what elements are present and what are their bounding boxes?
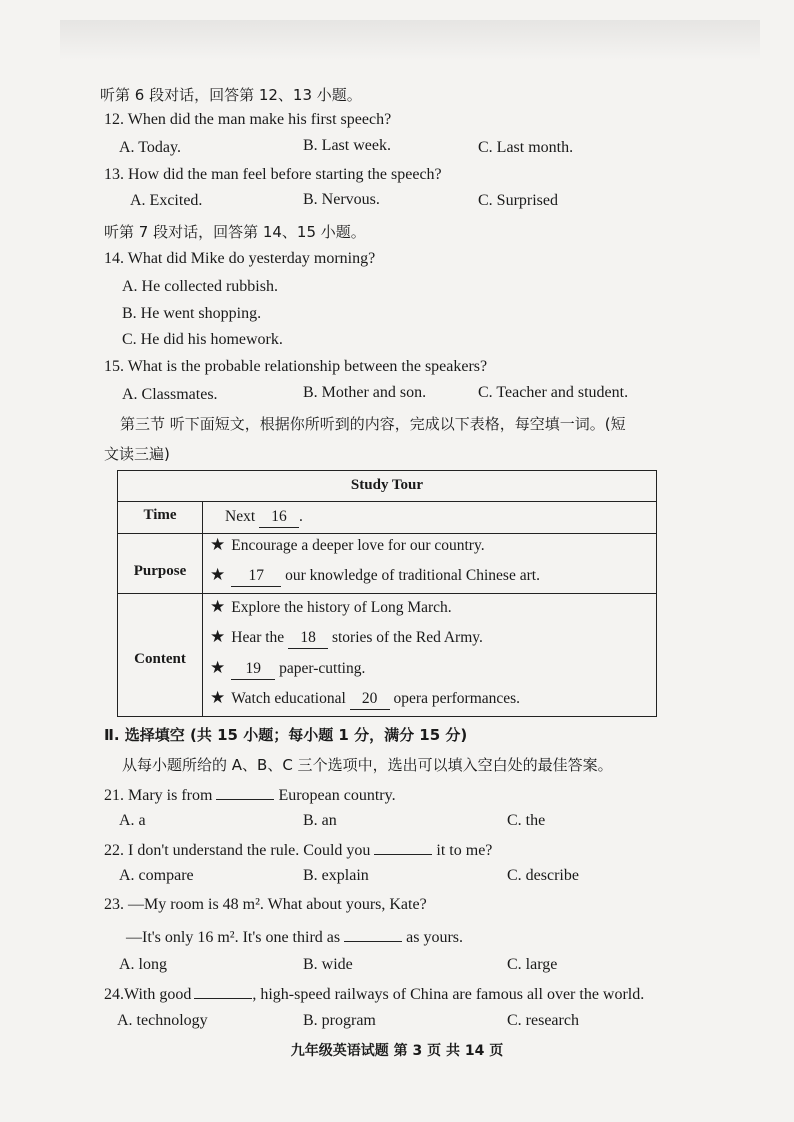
q13-option-a: A. Excited. (130, 192, 203, 209)
content-item-3 (210, 658, 365, 680)
q24-blank (194, 982, 252, 999)
content-text-4-pre: Watch educational (231, 690, 346, 707)
q23-option-c: C. large (507, 956, 558, 973)
q24-post: , high-speed railways of China are famous all over the world. (252, 986, 645, 1003)
content-text-4-post: opera performances. (393, 690, 521, 707)
q23-option-b: B. wide (303, 956, 353, 973)
star-icon: ★ (210, 535, 226, 554)
study-tour-table (117, 470, 657, 717)
q23-stem-line2 (126, 925, 463, 949)
q23-post: as yours. (406, 929, 463, 946)
q22-option-c: C. describe (507, 867, 579, 884)
q13-stem: 13. How did the man feel before starting the speech? (104, 166, 442, 183)
q12-stem: 12. When did the man make his first speech? (104, 111, 392, 128)
q21-option-b: B. an (303, 812, 337, 829)
q23-pre: —It's only 16 m². It's one third as (126, 929, 341, 946)
q14-option-c: C. He did his homework. (122, 331, 283, 348)
star-icon: ★ (210, 597, 226, 616)
content-item-1 (210, 597, 452, 618)
q12-option-b: B. Last week. (303, 137, 391, 154)
table-column-divider (202, 501, 203, 716)
star-icon: ★ (210, 658, 226, 677)
q15-stem: 15. What is the probable relationship between the speakers? (104, 358, 488, 375)
q21-option-a: A. a (119, 812, 146, 829)
q24-stem (104, 982, 644, 1006)
q22-stem (104, 838, 492, 862)
part2-instruction: 从每小题所给的 A、B、C 三个选项中，选出可以填入空白处的最佳答案。 (122, 756, 613, 774)
q21-stem (104, 783, 396, 807)
blank-20: 20 (350, 689, 390, 710)
blank-16: 16 (259, 507, 299, 528)
q22-post: it to me? (436, 842, 493, 859)
q24-option-c: C. research (507, 1012, 579, 1029)
table-divider (118, 593, 656, 594)
purpose-label: Purpose (133, 563, 187, 579)
q14-option-a: A. He collected rubbish. (122, 278, 278, 295)
q15-option-b: B. Mother and son. (303, 384, 427, 401)
part3-instruction-cont: 文读三遍) (104, 445, 170, 463)
star-icon: ★ (210, 688, 226, 707)
scan-shadow (60, 20, 760, 60)
blank-19: 19 (231, 659, 275, 680)
content-text-2-post: stories of the Red Army. (331, 629, 483, 646)
content-label: Content (134, 651, 186, 667)
purpose-item-1 (210, 535, 485, 556)
content-text-3: paper-cutting. (279, 660, 366, 677)
part2-title: Ⅱ. 选择填空 (共 15 小题；每小题 1 分，满分 15 分) (104, 726, 468, 744)
q24-option-a: A. technology (117, 1012, 208, 1029)
q22-pre: 22. I don't understand the rule. Could you (104, 842, 371, 859)
time-value (225, 507, 303, 528)
q15-option-a: A. Classmates. (122, 386, 218, 403)
part3-instruction: 第三节 听下面短文，根据你所听到的内容，完成以下表格，每空填一词。(短 (120, 415, 626, 433)
time-pre: Next (225, 508, 256, 525)
q14-option-b: B. He went shopping. (122, 305, 262, 322)
q22-option-a: A. compare (119, 867, 194, 884)
q23-blank (344, 925, 402, 942)
q13-option-c: C. Surprised (478, 192, 558, 209)
q14-stem: 14. What did Mike do yesterday morning? (104, 250, 376, 267)
q24-pre: 24.With good (104, 986, 192, 1003)
q23-option-a: A. long (119, 956, 167, 973)
content-text-1: Explore the history of Long March. (231, 599, 452, 616)
q21-option-c: C. the (507, 812, 546, 829)
q24-option-b: B. program (303, 1012, 376, 1029)
dialog6-instruction: 听第 6 段对话，回答第 12、13 小题。 (100, 86, 362, 104)
blank-17: 17 (231, 566, 281, 587)
content-item-4 (210, 688, 520, 710)
page-footer: 九年级英语试题 第 3 页 共 14 页 (290, 1043, 504, 1059)
blank-18: 18 (288, 628, 328, 649)
time-post: . (299, 508, 303, 525)
star-icon: ★ (210, 627, 226, 646)
star-icon: ★ (210, 565, 226, 584)
q22-option-b: B. explain (303, 867, 369, 884)
table-divider (118, 533, 656, 534)
q21-post: European country. (278, 787, 396, 804)
time-label: Time (143, 507, 177, 523)
table-title: Study Tour (350, 477, 424, 493)
purpose-text-1: Encourage a deeper love for our country. (231, 537, 485, 554)
q22-blank (374, 838, 432, 855)
q13-option-b: B. Nervous. (303, 191, 380, 208)
q23-stem-line1: 23. —My room is 48 m². What about yours, Kate? (104, 896, 427, 913)
purpose-item-2 (210, 565, 540, 587)
table-divider (118, 501, 656, 502)
dialog7-instruction: 听第 7 段对话，回答第 14、15 小题。 (104, 223, 366, 241)
q12-option-a: A. Today. (119, 139, 181, 156)
q12-option-c: C. Last month. (478, 139, 574, 156)
purpose-text-2: our knowledge of traditional Chinese art. (285, 567, 540, 584)
q21-pre: 21. Mary is from (104, 787, 213, 804)
q15-option-c: C. Teacher and student. (478, 384, 629, 401)
content-text-2-pre: Hear the (231, 629, 285, 646)
q21-blank (216, 783, 274, 800)
content-item-2 (210, 627, 483, 649)
